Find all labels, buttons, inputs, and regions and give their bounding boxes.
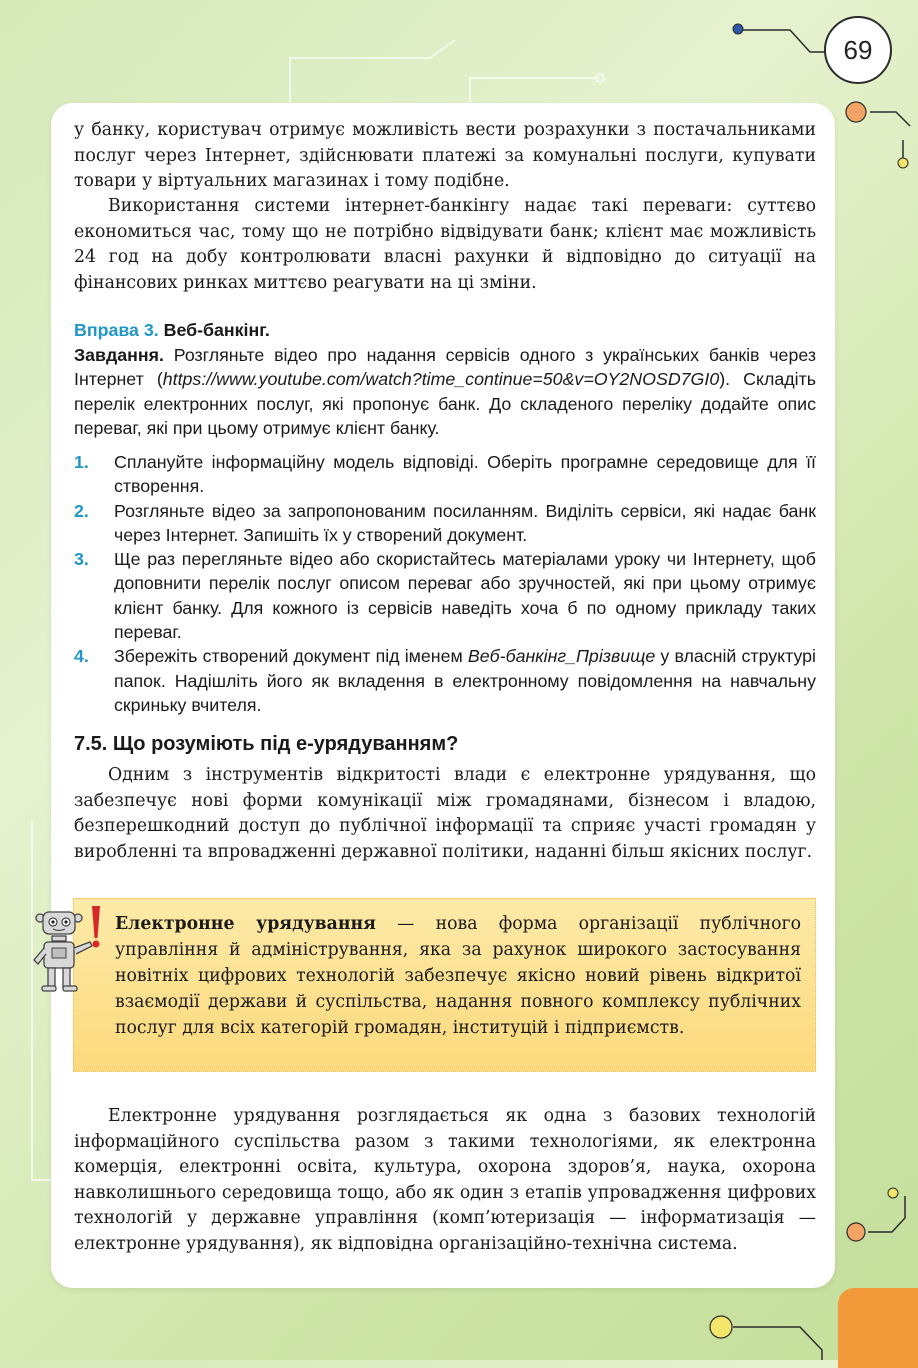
task-text-before: Розгляньте відео про надання сервісів одного з українських банків через Інтернет ( xyxy=(74,345,816,390)
task-url-link[interactable]: https://www.youtube.com/watch?time_continue=50&v=OY2NOSD7GI0 xyxy=(162,369,720,390)
step-number: 3. xyxy=(74,549,89,570)
step-text: Сплануйте інформаційну модель відповіді. Оберіть програмне середовище для її створення. xyxy=(114,452,816,497)
step-item xyxy=(74,499,816,548)
definition-text xyxy=(115,911,801,1041)
step-text xyxy=(114,644,816,717)
step-number: 2. xyxy=(74,500,89,521)
step-number: 1. xyxy=(74,452,89,472)
exclamation-icon xyxy=(92,906,100,948)
step-text: Ще раз перегляньте відео або скористайтесь матеріалами уроку чи Інтернету, щоб доповнити перелік послуг описом переваг або зручностей, які при цьому отримує клієнт банку. Для кожного із сервісів наведіть хоча б по одному прикладу таких переваг. xyxy=(114,549,816,643)
step-text-after: у власній структурі папок. Надішліть його як вкладення в електронному повідомлення на навчальну скриньку вчителя. xyxy=(114,646,817,715)
step-text: Розгляньте відео за запропонованим посиланням. Виділіть сервіси, які надає банк через Інтернет. Запишіть їх у створений документ. xyxy=(114,500,816,545)
paragraph-1: у банку, користувач отримує можливість вести розрахунки з постачальниками послуг через Інтернет, здійснювати платежі за комунальні послуги, купувати товари у віртуальних магазинах і тому подібне. xyxy=(74,120,816,191)
step-filename: Веб-банкінг_Прізвище xyxy=(467,646,656,667)
exercise-steps xyxy=(74,450,816,717)
paragraph-4: Електронне урядування розглядається як одна з базових технологій інформаційного суспільства разом з такими технологіями, як електронна комерція, електронні освіта, культура, охорона здоров’я, наука, охорона навколишнього середовища тощо, або як один з етапів упровадження цифрових технологій у державне управління (комп’ютеризація — інформатизація — електронне урядування), як відповідна організаційно-технічна система. xyxy=(74,1106,816,1254)
step-text-before: Збережіть створений документ під іменем xyxy=(114,646,468,667)
task-text-after: ). Складіть перелік електронних послуг, які пропонує банк. До складеного переліку додайте опис переваг, які при цьому отримує клієнт банку. xyxy=(74,369,816,438)
definition-callout xyxy=(73,898,816,1072)
task-label: Завдання. xyxy=(74,345,164,365)
paragraph-2: Використання системи інтернет-банкінгу надає такі переваги: суттєво економиться час, тому що не потрібно відвідувати банк; клієнт має можливість 24 год на добу контролювати власні рахунки й відповідно до ситуації на фінансових ринках миттєво реагувати на ці зміни. xyxy=(74,196,816,293)
section-heading: 7.5. Що розуміють під е-урядуванням? xyxy=(74,733,459,755)
step-item xyxy=(74,450,816,499)
step-number: 4. xyxy=(74,646,89,667)
exercise-task xyxy=(74,343,816,440)
definition-term: Електронне урядування xyxy=(115,914,376,934)
exercise-title xyxy=(74,318,816,342)
robot-icon xyxy=(30,902,104,994)
page-number: 69 xyxy=(824,16,892,84)
step-item xyxy=(74,644,816,717)
corner-tab xyxy=(838,1288,918,1368)
paragraph-3: Одним з інструментів відкритості влади є електронне урядування, що забезпечує нові форми комунікації між громадянами, бізнесом і владою, безперешкодний доступ до публічної інформації та сприяє участі громадян у виробленні та впровадженні державної політики, наданні більш якісних послуг. xyxy=(74,765,816,862)
definition-body: — нова форма організації публічного управління й адміністрування, яка за рахунок широкого застосування новітніх цифрових технологій забезпечує якісно новий рівень відкритої взаємодії держави й суспільства, надання повного комплексу публічних послуг для всіх категорій громадян, інституцій і підприємств. xyxy=(115,914,801,1038)
exercise-name: Веб-банкінг. xyxy=(163,320,270,340)
exercise-label: Вправа 3. xyxy=(74,320,159,340)
step-item xyxy=(74,547,816,644)
